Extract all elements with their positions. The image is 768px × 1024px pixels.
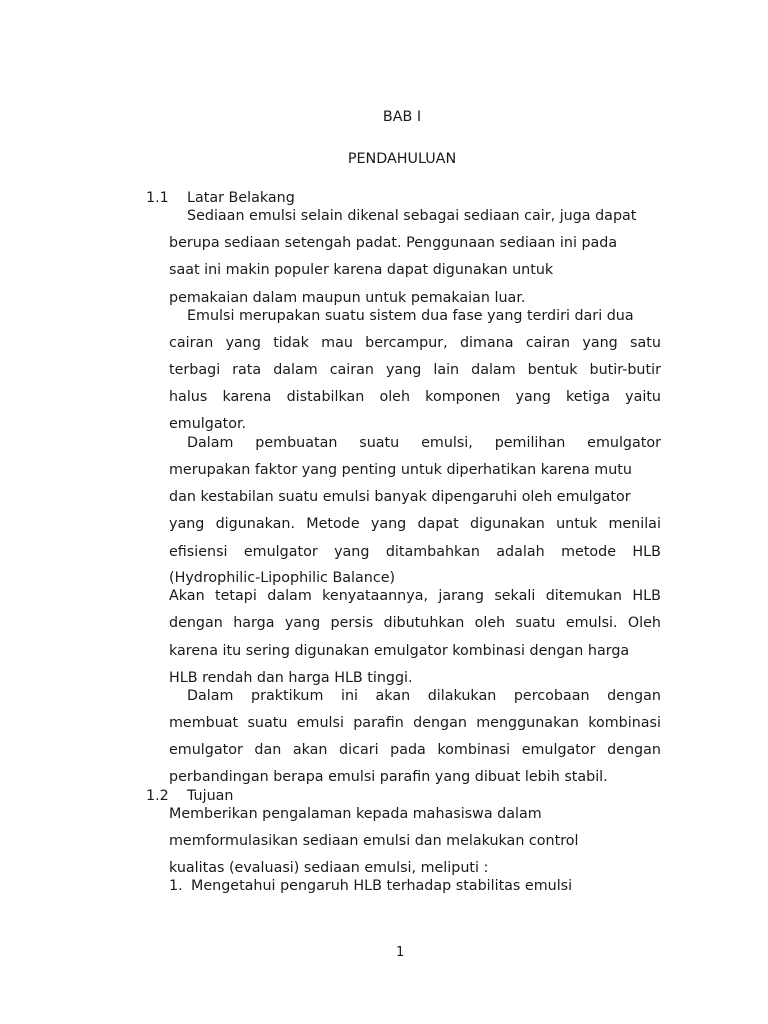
word: dan	[254, 742, 282, 758]
word: dalam	[471, 362, 516, 378]
word: sekali	[494, 588, 536, 604]
paragraph-line: merupakan faktor yang penting untuk diperhatikan karena mutu	[169, 462, 632, 478]
word: Oleh	[627, 615, 661, 631]
word: bercampur,	[365, 335, 448, 351]
section-number: 1.2	[146, 788, 169, 804]
word: menggunakan	[476, 715, 579, 731]
word: praktikum	[251, 688, 324, 704]
word: dalam	[273, 362, 318, 378]
section-title: Tujuan	[187, 788, 234, 804]
word: tidak	[273, 335, 309, 351]
paragraph-line: karena itu sering digunakan emulgator kombinasi dengan harga	[169, 643, 630, 659]
word: yang	[385, 362, 422, 378]
word: komponen	[425, 389, 501, 405]
section-title: Latar Belakang	[187, 190, 295, 206]
word: pemilihan	[494, 435, 566, 451]
paragraph-line	[169, 714, 661, 732]
word: HLB	[632, 588, 661, 604]
word: terbagi	[169, 362, 221, 378]
list-item-marker: 1.	[169, 878, 183, 894]
word: adalah	[496, 544, 545, 560]
word: yaitu	[625, 389, 661, 405]
paragraph-line	[169, 515, 661, 533]
word: emulsi	[296, 715, 344, 731]
word: distabilkan	[286, 389, 365, 405]
paragraph-line	[187, 434, 661, 452]
word: akan	[375, 688, 411, 704]
chapter-title: PENDAHULUAN	[347, 151, 457, 167]
word: cairan	[169, 335, 214, 351]
paragraph-line	[169, 388, 661, 406]
word: ini	[340, 688, 358, 704]
word: dapat	[417, 516, 459, 532]
section-number: 1.1	[146, 190, 169, 206]
word: halus	[169, 389, 208, 405]
word: emulsi,	[421, 435, 473, 451]
word: HLB	[632, 544, 661, 560]
word: yang	[284, 615, 321, 631]
word: Akan	[169, 588, 205, 604]
paragraph-line: saat ini makin populer karena dapat digunakan untuk	[169, 262, 554, 278]
word: metode	[561, 544, 617, 560]
chapter-label: BAB I	[382, 109, 422, 125]
word: dicari	[339, 742, 379, 758]
paragraph-line: emulgator.	[169, 416, 247, 432]
word: cairan	[525, 335, 571, 351]
word: dalam	[267, 588, 312, 604]
word: pada	[390, 742, 426, 758]
word: dengan	[413, 715, 467, 731]
word: percobaan	[513, 688, 590, 704]
word: Dalam	[187, 688, 234, 704]
word: satu	[630, 335, 661, 351]
word: dengan	[607, 688, 661, 704]
paragraph-line: dan kestabilan suatu emulsi banyak dipengaruhi oleh emulgator	[169, 489, 631, 505]
word: bentuk	[527, 362, 578, 378]
paragraph-line	[187, 687, 661, 705]
word: yang	[225, 335, 261, 351]
word: emulgator	[521, 742, 596, 758]
paragraph-line: kualitas (evaluasi) sediaan emulsi, meliputi :	[169, 860, 489, 876]
word: suatu	[515, 615, 556, 631]
word: menilai	[608, 516, 661, 532]
word: emulgator	[243, 544, 318, 560]
paragraph-line	[169, 361, 661, 379]
word: kenyataannya,	[322, 588, 429, 604]
word: dibutuhkan	[383, 615, 465, 631]
paragraph-line	[169, 614, 661, 632]
word: dengan	[607, 742, 661, 758]
paragraph-line: Sediaan emulsi selain dikenal sebagai sediaan cair, juga dapat	[187, 208, 637, 224]
word: dimana	[459, 335, 514, 351]
word: lain	[433, 362, 460, 378]
word: pembuatan	[255, 435, 338, 451]
paragraph-line	[169, 543, 661, 561]
paragraph-line: pemakaian dalam maupun untuk pemakaian luar.	[169, 290, 526, 306]
word: emulgator	[587, 435, 661, 451]
paragraph-line: (Hydrophilic-Lipophilic Balance)	[169, 570, 396, 586]
word: ditemukan	[545, 588, 622, 604]
paragraph-line: Memberikan pengalaman kepada mahasiswa dalam	[169, 806, 542, 822]
word: persis	[330, 615, 374, 631]
word: yang	[334, 544, 370, 560]
word: Dalam	[187, 435, 234, 451]
word: digunakan.	[215, 516, 296, 532]
word: suatu	[247, 715, 288, 731]
word: dengan	[169, 615, 223, 631]
word: emulsi.	[565, 615, 618, 631]
paragraph-line: berupa sediaan setengah padat. Penggunaan sediaan ini pada	[169, 235, 618, 251]
paragraph-line	[169, 587, 661, 605]
paragraph-line: memformulasikan sediaan emulsi dan melakukan control	[169, 833, 579, 849]
paragraph-line: perbandingan berapa emulsi parafin yang dibuat lebih stabil.	[169, 769, 608, 785]
word: membuat	[169, 715, 239, 731]
word: untuk	[556, 516, 598, 532]
word: ditambahkan	[385, 544, 480, 560]
word: oleh	[379, 389, 411, 405]
paragraph-line	[169, 334, 661, 352]
word: parafin	[353, 715, 404, 731]
word: suatu	[359, 435, 400, 451]
word: harga	[233, 615, 275, 631]
word: yang	[370, 516, 407, 532]
word: efisiensi	[169, 544, 228, 560]
paragraph-line	[169, 741, 661, 759]
word: yang	[169, 516, 205, 532]
word: akan	[292, 742, 328, 758]
word: rata	[232, 362, 262, 378]
list-item: Mengetahui pengaruh HLB terhadap stabilitas emulsi	[191, 878, 573, 894]
word: yang	[582, 335, 618, 351]
word: yang	[515, 389, 551, 405]
word: Metode	[306, 516, 360, 532]
paragraph-line: HLB rendah dan harga HLB tinggi.	[169, 670, 413, 686]
word: digunakan	[470, 516, 545, 532]
word: mau	[321, 335, 353, 351]
page-number: 1	[396, 945, 405, 960]
word: tetapi	[215, 588, 257, 604]
word: oleh	[474, 615, 506, 631]
word: butir-butir	[589, 362, 661, 378]
word: karena	[222, 389, 272, 405]
word: ketiga	[566, 389, 610, 405]
word: kombinasi	[437, 742, 511, 758]
word: kombinasi	[588, 715, 661, 731]
word: dilakukan	[427, 688, 497, 704]
word: jarang	[438, 588, 484, 604]
word: emulgator	[169, 742, 243, 758]
paragraph-line: Emulsi merupakan suatu sistem dua fase yang terdiri dari dua	[187, 308, 634, 324]
word: cairan	[329, 362, 374, 378]
